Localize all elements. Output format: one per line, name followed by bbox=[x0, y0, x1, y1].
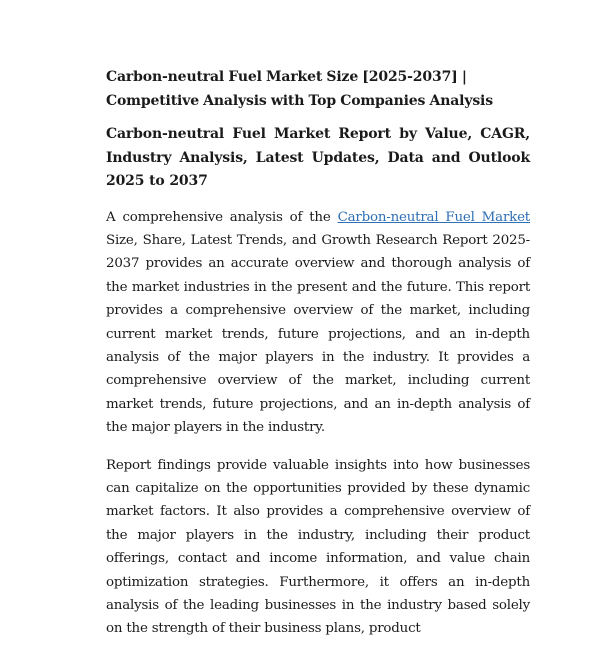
document-subtitle: Carbon-neutral Fuel Market Report by Value, CAGR, Industry Analysis, Latest Updates, Data and Outlook 2025 to 2037 bbox=[106, 126, 530, 189]
document-title: Carbon-neutral Fuel Market Size [2025-2037] | Competitive Analysis with Top Companies Analysis bbox=[106, 69, 493, 109]
market-report-link[interactable]: Carbon-neutral Fuel Market bbox=[337, 209, 530, 225]
paragraph-findings: Report findings provide valuable insights into how businesses can capitalize on the opportunities provided by these dynamic market factors. It also provides a comprehensive overview of the major players in the industry, including their product offerings, contact and income information, and value chain optimization strategies. Furthermore, it offers an in-depth analysis of the leading businesses in the industry based solely on the strength of their business plans, product bbox=[106, 457, 530, 637]
paragraph-intro bbox=[106, 206, 530, 440]
paragraph-intro-body: Size, Share, Latest Trends, and Growth Research Report 2025-2037 provides an accurate overview and thorough analysis of the market industries in the present and the future. This report provides a comprehensive overview of the market, including current market trends, future projections, and an in-depth analysis of the major players in the industry. It provides a comprehensive overview of the market, including current market trends, future projections, and an in-depth analysis of the major players in the industry. bbox=[106, 232, 530, 436]
document-page bbox=[106, 66, 530, 655]
paragraph-intro-lead: A comprehensive analysis of the bbox=[106, 209, 338, 225]
